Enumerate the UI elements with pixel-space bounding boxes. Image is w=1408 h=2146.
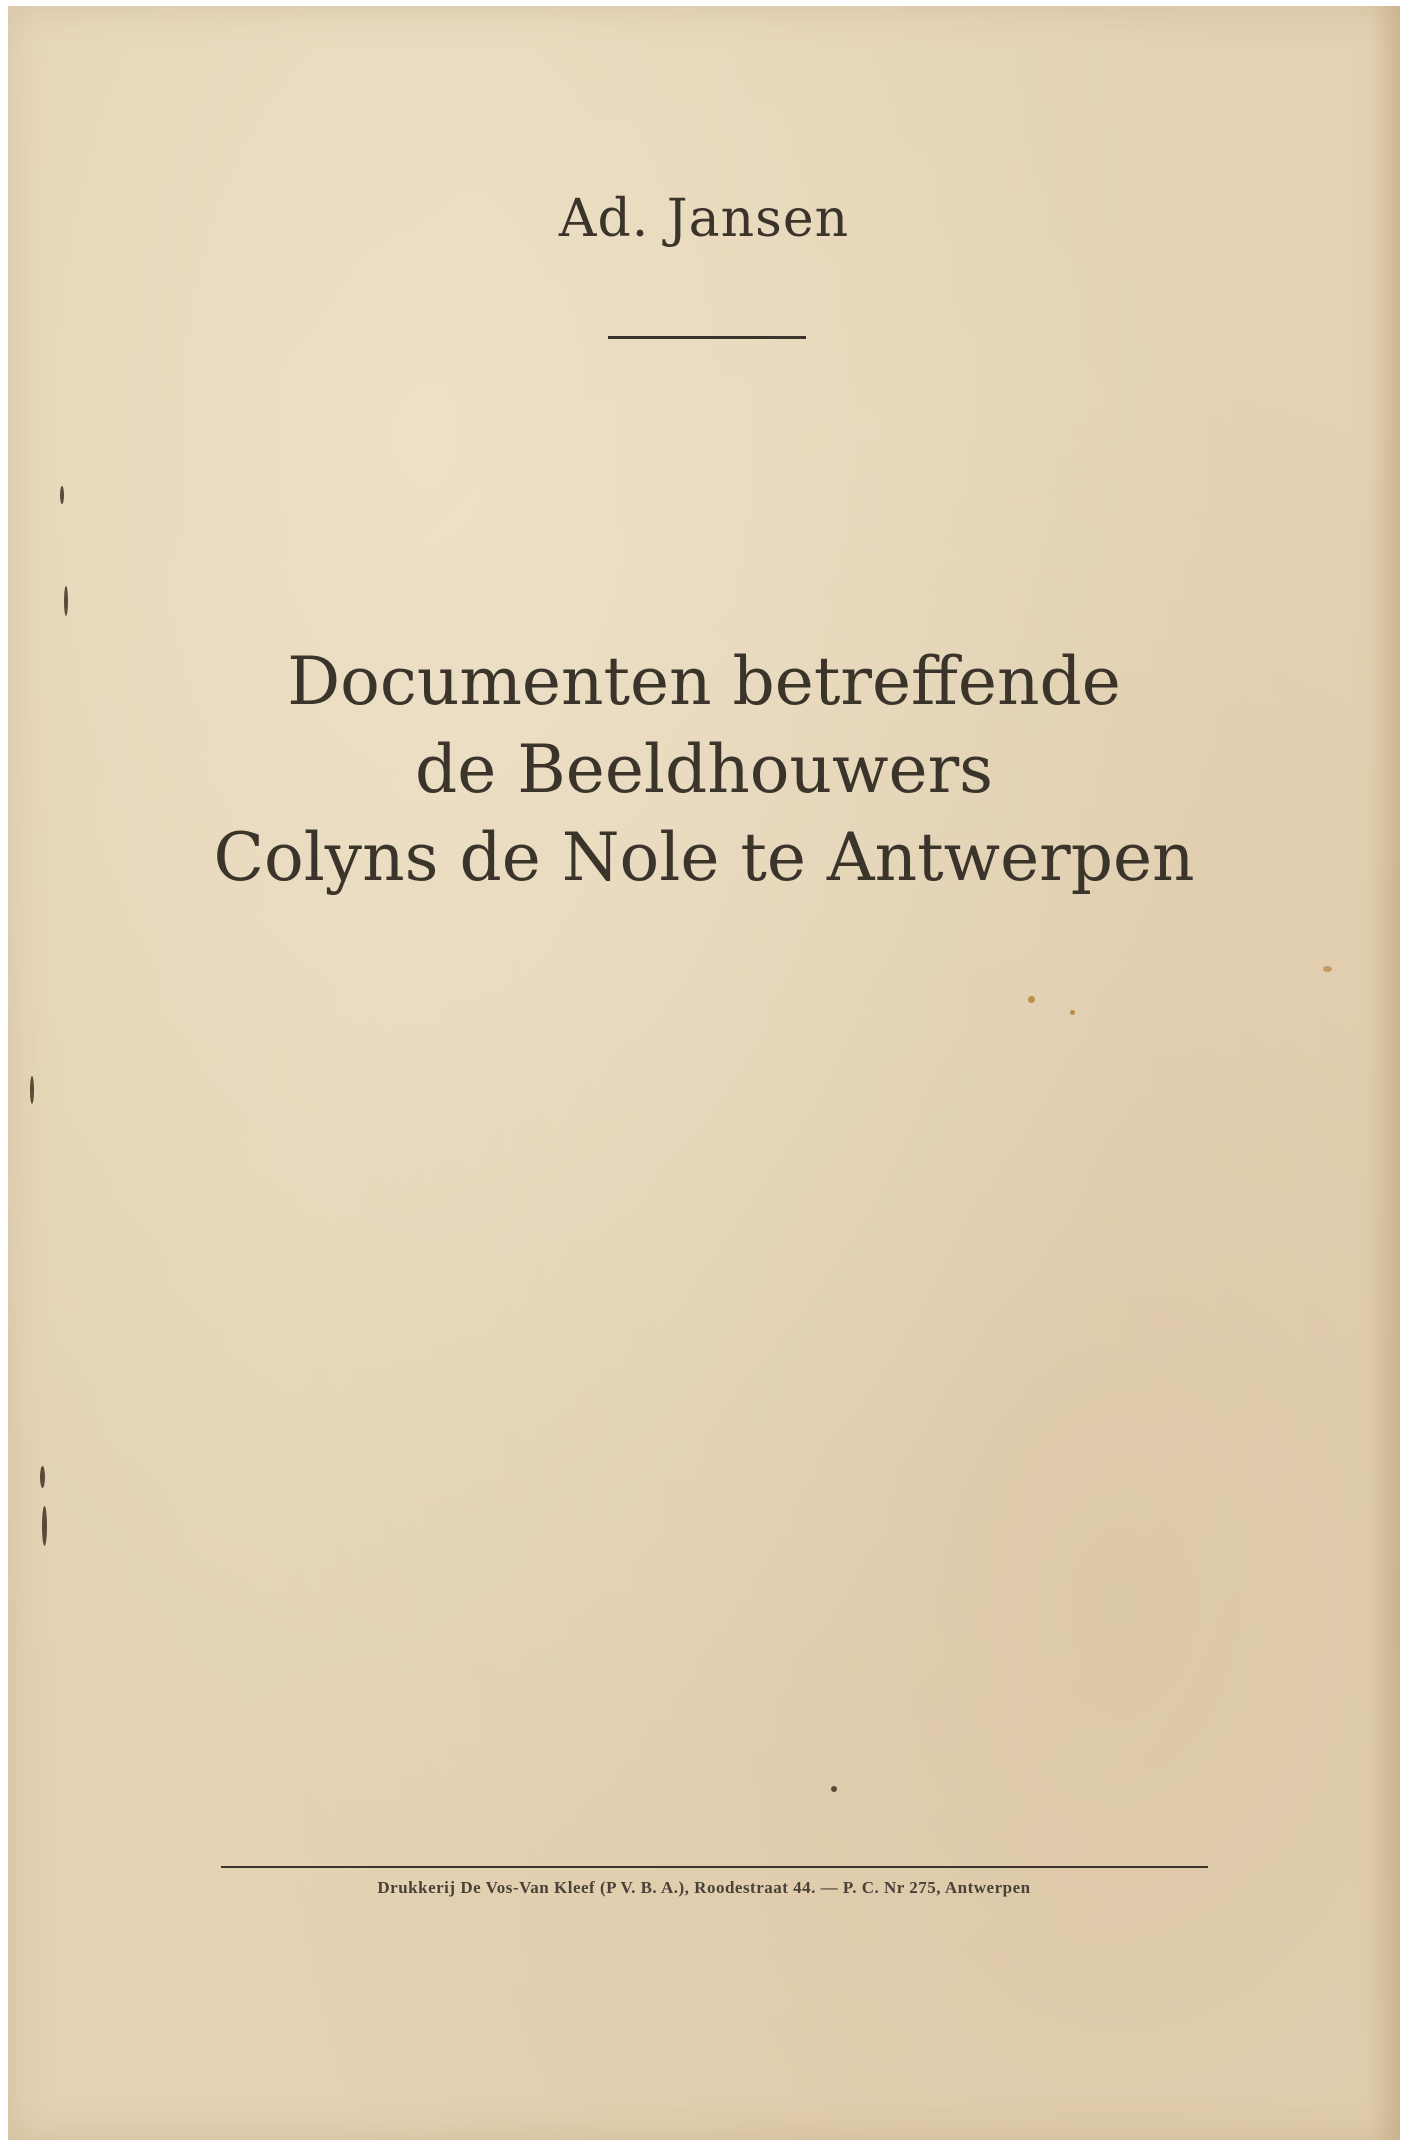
binding-mark [42,1506,47,1546]
binding-mark [60,486,64,504]
page-edge-shading [1370,6,1400,2140]
title-line-3: Colyns de Nole te Antwerpen [213,819,1195,896]
foxing-spot [831,1786,837,1792]
title-line-2: de Beeldhouwers [415,731,993,808]
imprint-divider [221,1866,1208,1868]
binding-mark [30,1076,34,1104]
book-title [8,638,1400,902]
foxing-spot [1070,1010,1075,1015]
binding-mark [40,1466,45,1488]
title-line-1: Documenten betreffende [287,643,1121,720]
author-name: Ad. Jansen [558,189,850,249]
book-cover [8,6,1400,2140]
printer-imprint: Drukkerij De Vos-Van Kleef (P V. B. A.), Roodestraat 44. — P. C. Nr 275, Antwerpen [377,1878,1031,1897]
foxing-spot [1323,966,1332,972]
foxing-spot [1028,996,1035,1003]
binding-mark [64,586,68,616]
author-divider [608,336,806,339]
